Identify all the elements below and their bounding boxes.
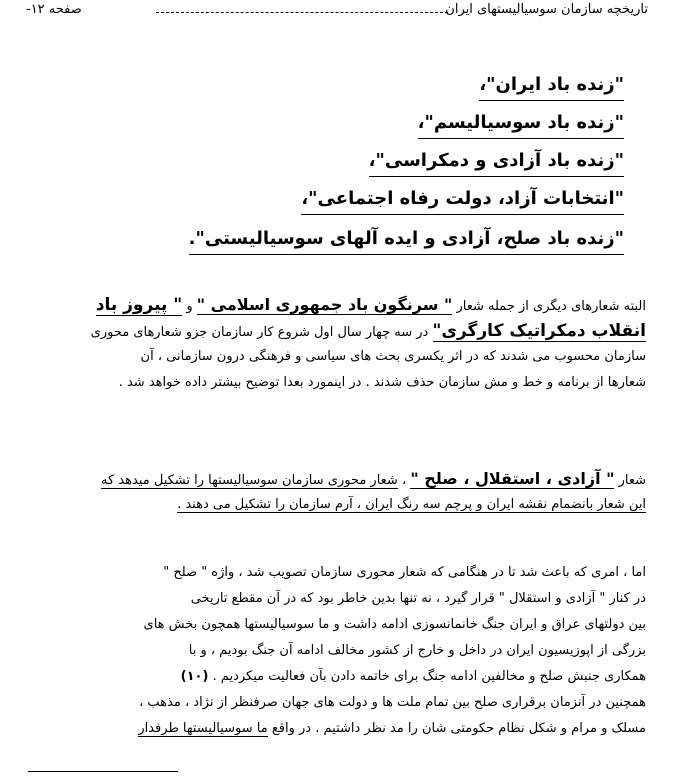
paragraph-1 xyxy=(28,292,646,396)
p3-line-2: در کنار " آزادی و استقلال " قرار گیرد ، نه تنها بدین خاطر بود که در آن مقطع تاریخی xyxy=(190,591,646,606)
p1-line-4: شعارها از برنامه و خط و مش سازمان حذف شدند . در اینمورد بعدا توضیح بیشتر داده خواهد شد . xyxy=(118,375,646,390)
p1-and: و xyxy=(186,299,193,314)
p3-line-3: بین دولتهای عراق و ایران جنگ خانمانسوزی ادامه داشت و ما سوسیالیستها همچون بخش های xyxy=(143,617,646,632)
p1-text: در سه چهار سال اول شروع کار سازمان جزو شعارهای محوری xyxy=(90,325,429,340)
header-divider xyxy=(156,12,448,13)
p2-slogan: " آزادی ، استقلال ، صلح " xyxy=(410,469,615,488)
header-title: تاریخچه سازمان سوسیالیستهای ایران xyxy=(445,2,648,17)
p1-line-2 xyxy=(28,318,646,344)
p3-line-4: بزرگی از اپوزیسیون ایران در داخل و خارج از کشور مخالف ادامه آن جنگ بودیم ، و با xyxy=(188,643,646,658)
p3-line-5 xyxy=(28,664,646,690)
p2-comma: ، xyxy=(401,473,407,488)
p3-text-underlined: ما سوسیالیستها طرفدار xyxy=(138,721,268,736)
p3-line-7 xyxy=(28,716,646,742)
p1-line-3: سازمان محسوب می شدند که در اثر یکسری بحث های سیاسی و فرهنگی درون سازمانی ، آن xyxy=(140,349,646,364)
p1-slogan-b: " پیروز باد xyxy=(95,295,183,315)
p2-text-underlined: این شعار بانضمام نقشه ایران و پرچم سه رنگ ایران ، آرم سازمان را تشکیل می دهند . xyxy=(177,497,646,512)
slogan-3: "زنده باد آزادی و دمکراسی"، xyxy=(369,148,624,177)
p3-line-1: اما ، امری که باعث شد تا در هنگامی که شعار محوری سازمان تصویب شد ، واژه " صلح " xyxy=(163,565,646,580)
p3-line-6: همچنین در آنزمان برقراری صلح بین تمام ملت ها و دولت های جهان صرفنظر از نژاد ، مذهب ، xyxy=(139,695,646,710)
p2-line-1 xyxy=(28,466,646,492)
p1-text: البته شعارهای دیگری از جمله شعار xyxy=(456,299,646,314)
slogan-1: "زنده باد ایران"، xyxy=(479,72,624,101)
slogan-4: "انتخابات آزاد، دولت رفاه اجتماعی"، xyxy=(301,186,624,215)
underline-rule xyxy=(28,771,178,772)
p2-text: شعار xyxy=(618,473,646,488)
p1-line-1 xyxy=(28,292,646,318)
p1-slogan-b-cont: انقلاب دمکراتیک کارگری" xyxy=(432,321,646,341)
paragraph-2 xyxy=(28,466,646,518)
page-number: صفحه ۱۲- xyxy=(26,2,82,17)
p1-slogan-a: " سرنگون باد جمهوری اسلامی " xyxy=(196,295,453,314)
p2-line-2 xyxy=(28,492,646,518)
p3-text: مسلک و مرام و شکل نظام حکومتی شان را مد نظر داشتیم . در واقع xyxy=(271,721,646,736)
p3-text: همکاری جنبش صلح و مخالفین ادامه جنگ برای خاتمه دادن بآن فعالیت میکردیم . xyxy=(212,669,646,684)
slogan-2: "زنده باد سوسیالیسم"، xyxy=(418,110,624,139)
footnote-ref: (۱۰) xyxy=(180,669,209,684)
paragraph-3 xyxy=(28,560,646,742)
page-header xyxy=(26,2,648,22)
p2-text-underlined: شعار محوری سازمان سوسیالیستها را تشکیل میدهد که xyxy=(101,473,398,488)
slogan-5: "زنده باد صلح، آزادی و ایده آلهای سوسیالیستی". xyxy=(189,226,624,255)
